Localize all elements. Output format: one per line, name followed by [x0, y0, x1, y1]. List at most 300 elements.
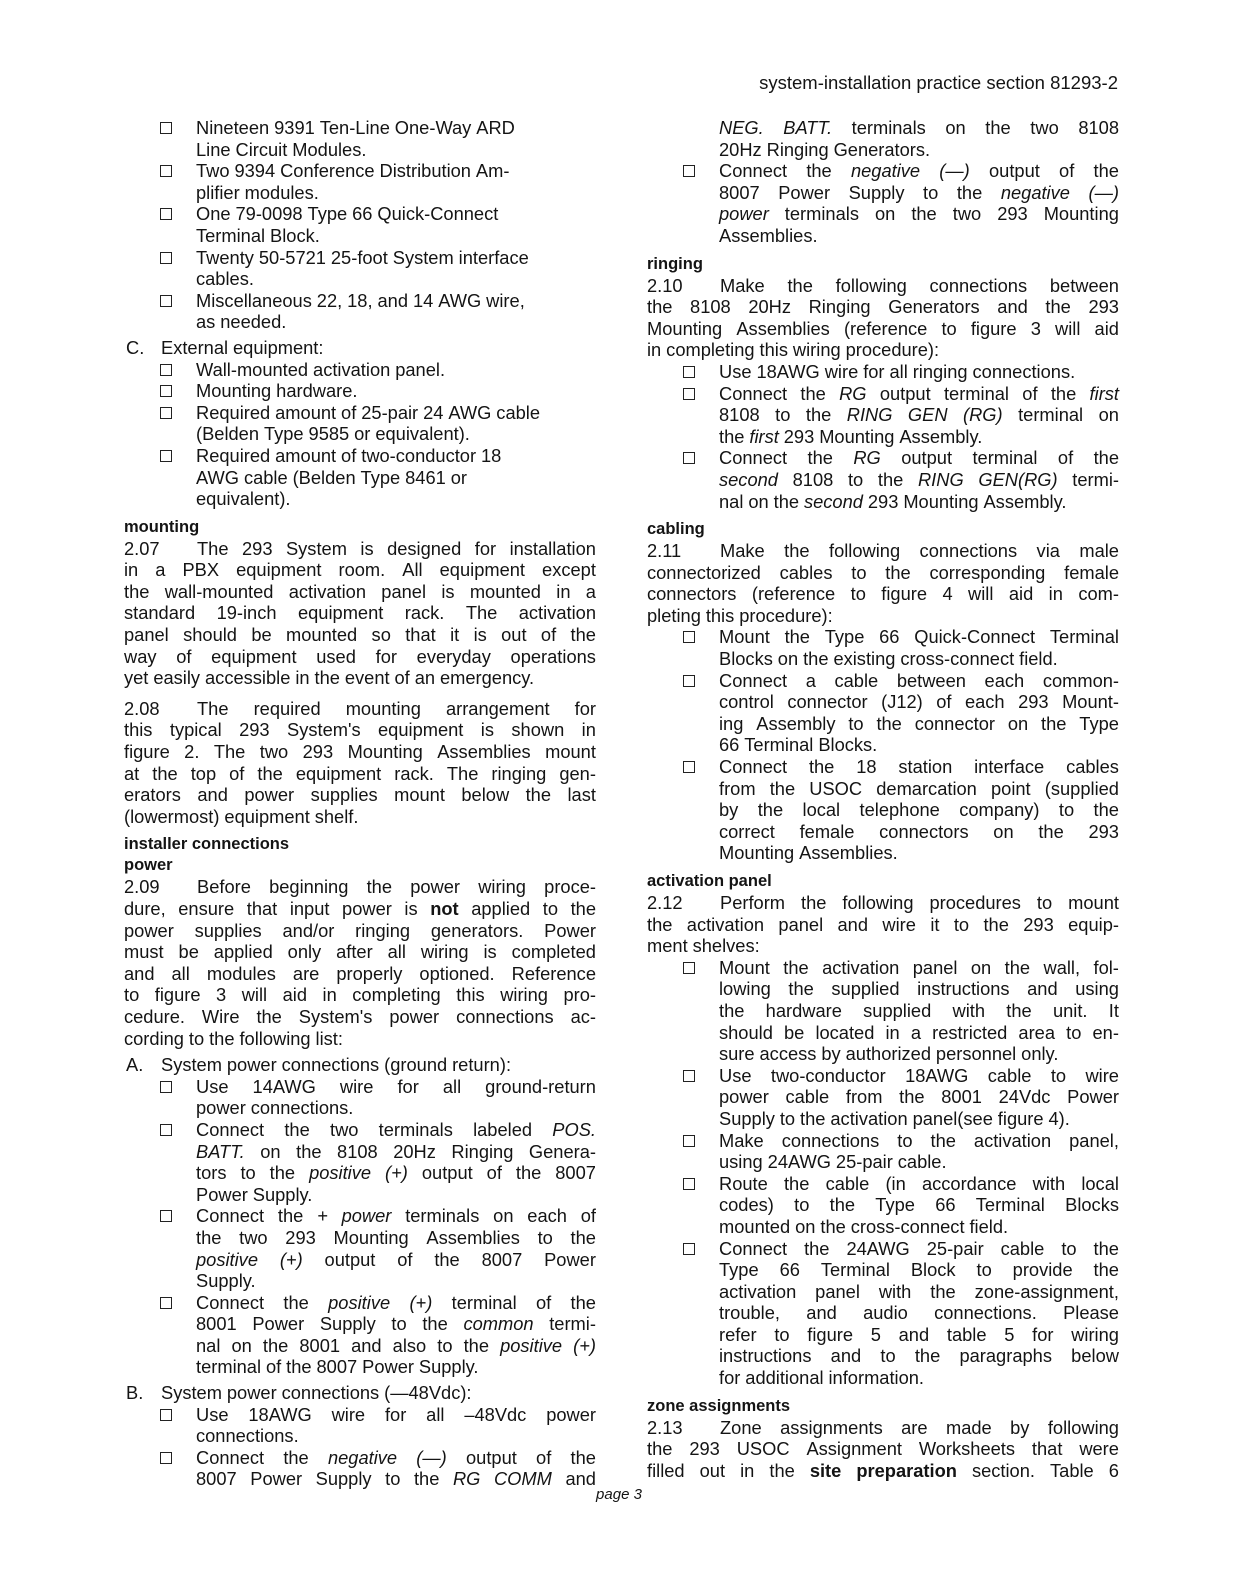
- text-line: [124, 898, 596, 920]
- text-run: the: [1041, 712, 1067, 734]
- checkbox-icon: [160, 1409, 172, 1421]
- text-line: [124, 763, 596, 785]
- text-run: on: [1098, 404, 1119, 426]
- text-line: [647, 1417, 1119, 1439]
- text-run: the: [1004, 956, 1031, 978]
- text-run: wiring: [1071, 1323, 1119, 1345]
- text-run: 5: [1004, 1323, 1015, 1345]
- text-run: on: [1007, 712, 1029, 734]
- text-run: ringing: [912, 360, 968, 382]
- checklist-item: [647, 626, 1119, 669]
- text-run: mount: [394, 784, 445, 806]
- text-run: to: [1058, 799, 1075, 821]
- section-heading: activation panel: [647, 872, 772, 890]
- text-run: the: [283, 1291, 309, 1313]
- text-run: 25-pair: [361, 401, 419, 423]
- text-run: the: [1045, 296, 1071, 318]
- text-run: from: [719, 777, 756, 799]
- text-run: zone-assignment,: [974, 1280, 1119, 1302]
- text-run: 3: [216, 984, 227, 1006]
- text-run: female: [799, 820, 855, 842]
- text-run: 8461: [405, 466, 446, 488]
- text-run: and: [197, 784, 228, 806]
- text-run: negative: [850, 160, 921, 182]
- checklist-item: [124, 1447, 596, 1490]
- text-run: 8007: [316, 1356, 358, 1378]
- text-run: 24: [423, 401, 444, 423]
- text-run: authorized: [845, 1043, 931, 1065]
- text-run: Type: [719, 1259, 759, 1281]
- text-line: [719, 1000, 1119, 1022]
- text-run: a: [585, 580, 596, 602]
- text-run: to: [124, 984, 140, 1006]
- text-run: telephone: [859, 799, 940, 821]
- text-run: 8108: [1078, 117, 1119, 138]
- text-run: the: [808, 756, 835, 778]
- text-run: the: [257, 762, 283, 784]
- text-run: personnel: [935, 1043, 1017, 1065]
- text-run: 2.: [184, 741, 200, 763]
- text-run: on: [260, 1140, 281, 1162]
- text-line: [719, 469, 1119, 491]
- text-run: were: [1079, 1438, 1119, 1460]
- text-run: It: [1108, 999, 1119, 1021]
- text-run: cedure.: [124, 1005, 185, 1027]
- text-run: 293: [997, 203, 1028, 225]
- text-run: last: [567, 784, 596, 806]
- text-run: Mounting: [347, 741, 423, 763]
- text-run: operations: [510, 645, 596, 667]
- text-run: cable: [1000, 1237, 1045, 1259]
- text-run: of: [265, 1356, 282, 1378]
- text-line: [196, 203, 596, 225]
- text-run: each: [984, 669, 1025, 691]
- text-run: two-conductor: [361, 444, 477, 466]
- text-run: will: [241, 984, 268, 1006]
- text-run: mount: [545, 741, 596, 763]
- text-run: wire: [1085, 1064, 1119, 1086]
- text-run: completed: [511, 941, 596, 963]
- checklist-item: [124, 380, 596, 402]
- text-run: Conference: [280, 160, 375, 182]
- text-run: Quick-Connect: [377, 203, 499, 225]
- text-run: cross-connect: [900, 648, 1015, 670]
- text-run: Blocks: [719, 648, 773, 670]
- text-run: the: [877, 468, 904, 490]
- text-run: Block.: [270, 224, 320, 246]
- text-run: of: [536, 1446, 552, 1468]
- text-run: Route: [719, 1172, 768, 1194]
- text-run: Mounting: [196, 380, 272, 402]
- text-run: 293: [783, 425, 815, 447]
- text-run: the: [1093, 1259, 1119, 1281]
- text-run: to: [188, 1027, 205, 1049]
- checklist-item: [647, 447, 1119, 512]
- text-run: two: [952, 203, 982, 225]
- text-run: panel: [381, 580, 427, 602]
- text-run: supplies: [194, 919, 262, 941]
- text-run: Type: [360, 466, 401, 488]
- text-run: ARD: [476, 117, 515, 138]
- text-run: the: [806, 160, 832, 182]
- text-run: the: [570, 624, 596, 646]
- text-run: BATT.: [196, 1140, 245, 1162]
- text-run: Terminal: [975, 1194, 1045, 1216]
- text-run: following: [1047, 1416, 1119, 1438]
- text-run: generators.: [430, 919, 524, 941]
- text-run: positive: [500, 1334, 563, 1356]
- text-run: procedure):: [739, 604, 833, 626]
- text-run: ac-: [570, 1005, 596, 1027]
- item-letter: A.: [126, 1054, 144, 1076]
- text-run: to: [437, 1334, 453, 1356]
- text-run: PBX: [182, 559, 220, 581]
- checklist-item: [124, 1076, 596, 1119]
- text-run: Line: [196, 138, 231, 160]
- checkbox-icon: [683, 1135, 695, 1147]
- text-run: applied: [213, 941, 273, 963]
- text-run: the: [570, 1226, 596, 1248]
- text-run: All: [402, 559, 423, 581]
- text-run: the: [804, 1237, 830, 1259]
- text-run: 50-5721: [258, 246, 326, 268]
- text-run: (—): [939, 160, 970, 182]
- text-run: below: [1071, 1345, 1119, 1367]
- text-run: wire,: [486, 289, 525, 311]
- text-run: panel: [815, 1280, 860, 1302]
- text-run: the: [985, 117, 1011, 138]
- text-run: all: [426, 1403, 445, 1425]
- text-run: Type: [824, 626, 865, 648]
- text-run: connections: [281, 1054, 380, 1076]
- text-run: connector: [914, 712, 995, 734]
- text-run: 4: [942, 583, 953, 605]
- text-run: Wire: [201, 1005, 240, 1027]
- text-run: modules: [206, 962, 276, 984]
- text-run: is: [483, 941, 497, 963]
- text-run: panel: [912, 956, 958, 978]
- text-run: all: [171, 962, 190, 984]
- text-run: proce-: [544, 876, 596, 898]
- text-run: 8108: [719, 404, 760, 426]
- text-run: The: [465, 602, 498, 624]
- text-run: required: [253, 697, 321, 719]
- text-run: Ringing: [766, 138, 829, 160]
- text-line: [124, 963, 596, 985]
- text-run: Worksheets: [918, 1438, 1016, 1460]
- text-line: [719, 182, 1119, 204]
- text-run: and/or: [282, 919, 335, 941]
- text-run: the: [124, 580, 150, 602]
- text-run: nal: [196, 1334, 221, 1356]
- text-run: equipment: [224, 805, 310, 827]
- checkbox-icon: [683, 962, 695, 974]
- text-run: instructions: [719, 1345, 812, 1367]
- text-run: (—): [416, 1446, 447, 1468]
- text-run: panel: [124, 624, 169, 646]
- text-run: The: [446, 762, 479, 784]
- text-run: Blocks.: [818, 734, 878, 756]
- text-run: modules.: [244, 181, 319, 203]
- text-run: nal: [719, 490, 744, 512]
- text-run: BATT.: [783, 117, 833, 138]
- text-run: second: [803, 490, 863, 512]
- text-line: [196, 1076, 596, 1098]
- text-run: Two: [196, 160, 230, 182]
- text-run: cable: [825, 1172, 870, 1194]
- text-run: and: [124, 962, 155, 984]
- text-run: or: [450, 466, 467, 488]
- text-line: [719, 1173, 1119, 1195]
- checkbox-icon: [683, 452, 695, 464]
- text-run: control: [719, 691, 774, 713]
- text-run: activation: [973, 1129, 1052, 1151]
- text-run: to: [779, 1107, 796, 1129]
- text-line: [124, 1006, 596, 1028]
- page-number: page 3: [596, 1486, 642, 1503]
- text-run: Terminal: [1049, 626, 1119, 648]
- text-run: ment: [647, 935, 688, 957]
- text-run: activation: [822, 956, 900, 978]
- text-run: be: [783, 1021, 805, 1043]
- text-run: 9585: [308, 423, 350, 445]
- text-run: the: [283, 1446, 309, 1468]
- text-run: using: [1075, 978, 1119, 1000]
- text-line: [719, 1345, 1119, 1367]
- text-run: following: [828, 540, 901, 562]
- text-run: and: [377, 289, 409, 311]
- text-run: Zone: [720, 1416, 762, 1438]
- text-run: Use: [196, 1075, 229, 1097]
- text-line: [196, 247, 596, 269]
- text-run: by: [1010, 1416, 1030, 1438]
- text-run: mounting: [345, 697, 421, 719]
- text-run: it: [450, 624, 460, 646]
- text-line: [719, 1151, 1119, 1173]
- text-line: [196, 268, 596, 290]
- text-run: the: [647, 1438, 673, 1460]
- text-run: common-: [1042, 669, 1119, 691]
- paragraph-number: 2.12: [647, 892, 683, 913]
- text-run: Assemblies: [736, 317, 830, 339]
- checkbox-icon: [683, 631, 695, 643]
- text-run: the: [800, 382, 826, 404]
- text-run: and: [806, 1302, 837, 1324]
- item-letter: B.: [126, 1382, 144, 1404]
- text-run: Perform: [720, 892, 786, 913]
- checklist-item: [647, 383, 1119, 448]
- text-line: [647, 914, 1119, 936]
- text-line: [719, 1216, 1119, 1238]
- text-run: 25-pair: [835, 1151, 893, 1173]
- checkbox-icon: [683, 761, 695, 773]
- text-run: terminal: [943, 382, 1009, 404]
- text-run: amount: [275, 444, 337, 466]
- text-run: two: [1030, 117, 1059, 138]
- text-run: Generators: [888, 296, 980, 318]
- text-run: the: [805, 404, 832, 426]
- text-run: 24Vdc: [998, 1086, 1051, 1108]
- text-line: [719, 1130, 1119, 1152]
- text-run: in: [322, 984, 337, 1006]
- section-heading: zone assignments: [647, 1396, 791, 1415]
- text-run: terminals: [784, 203, 859, 225]
- text-line: [719, 160, 1119, 182]
- text-run: connections: [456, 1005, 554, 1027]
- text-run: of: [394, 667, 410, 689]
- text-line: [719, 1065, 1119, 1087]
- running-header: system-installation practice section 81293-2: [759, 72, 1118, 93]
- text-run: power: [410, 876, 460, 898]
- text-run: only.: [1021, 1043, 1059, 1065]
- text-run: of: [936, 691, 952, 713]
- text-run: shelf.: [314, 805, 359, 827]
- text-run: power: [546, 1403, 596, 1425]
- text-run: –48Vdc: [464, 1403, 527, 1425]
- text-run: figure: [970, 317, 1017, 339]
- text-run: section.: [971, 1459, 1035, 1481]
- text-run: cables: [779, 561, 833, 583]
- text-run: the: [1038, 820, 1064, 842]
- checklist-item: [647, 756, 1119, 864]
- text-run: Make: [720, 274, 765, 296]
- text-run: as: [196, 311, 216, 333]
- text-run: procedure):: [845, 339, 940, 361]
- text-run: cable: [987, 1064, 1032, 1086]
- text-run: the: [525, 784, 552, 806]
- text-run: of: [229, 762, 245, 784]
- text-run: Assembly.: [983, 490, 1067, 512]
- text-run: following: [835, 274, 907, 296]
- text-run: the: [152, 762, 178, 784]
- text-run: so: [371, 624, 391, 646]
- text-run: connections.: [196, 1425, 299, 1447]
- text-line: [124, 876, 596, 898]
- text-line: [719, 978, 1119, 1000]
- text-run: 293: [239, 719, 270, 741]
- text-run: Make: [720, 540, 765, 562]
- text-run: on: [231, 1334, 252, 1356]
- text-run: 14AWG: [252, 1075, 316, 1097]
- text-run: with: [952, 999, 986, 1021]
- paragraph: [124, 538, 596, 689]
- text-run: 20Hz: [719, 138, 762, 160]
- text-run: procedures: [929, 892, 1021, 913]
- text-run: the: [829, 1194, 856, 1216]
- text-line: [719, 670, 1119, 692]
- text-run: of: [540, 624, 557, 646]
- text-run: output: [465, 1446, 517, 1468]
- text-run: activation: [518, 602, 596, 624]
- text-run: interface: [458, 246, 529, 268]
- text-run: positive: [196, 1248, 258, 1270]
- text-run: rack.: [404, 602, 445, 624]
- text-run: Terminal: [820, 1259, 890, 1281]
- text-run: power: [244, 784, 295, 806]
- text-run: for: [1032, 1323, 1054, 1345]
- text-run: and: [997, 296, 1028, 318]
- text-run: to: [537, 1226, 553, 1248]
- text-run: the: [196, 1226, 222, 1248]
- text-run: terminal: [972, 447, 1038, 469]
- text-run: the: [983, 913, 1009, 935]
- checkbox-icon: [683, 366, 695, 378]
- text-run: activation: [686, 913, 765, 935]
- text-run: that: [246, 898, 278, 919]
- text-run: Assignment: [806, 1438, 902, 1460]
- checklist-item: [124, 203, 596, 246]
- checklist-item: [647, 160, 1119, 246]
- text-run: way: [124, 645, 157, 667]
- text-run: 25-foot: [330, 246, 388, 268]
- text-run: 18AWG: [905, 1064, 969, 1086]
- text-run: 9394: [234, 160, 276, 182]
- text-run: aid: [1008, 583, 1034, 605]
- text-run: Type: [1079, 712, 1119, 734]
- text-run: provide: [1012, 1259, 1073, 1281]
- text-run: Reference: [511, 962, 596, 984]
- text-run: male: [1079, 540, 1119, 562]
- text-line: [196, 423, 596, 445]
- text-run: additional: [745, 1367, 824, 1389]
- text-run: the: [366, 876, 392, 898]
- text-run: table: [946, 1323, 987, 1345]
- text-line: [124, 920, 596, 942]
- text-line: [719, 1108, 1119, 1130]
- text-run: accessible: [205, 667, 291, 689]
- text-run: two: [259, 741, 289, 763]
- text-run: the: [914, 1345, 941, 1367]
- text-run: that: [1031, 1438, 1063, 1460]
- text-run: connections: [281, 1382, 380, 1404]
- paragraph: [124, 876, 596, 1049]
- text-run: 14: [412, 289, 434, 311]
- checklist-item: [647, 957, 1119, 1065]
- text-run: Before: [197, 876, 251, 898]
- text-run: of: [341, 401, 357, 423]
- text-run: Miscellaneous: [196, 289, 312, 311]
- text-run: positive: [328, 1291, 391, 1313]
- text-run: below: [461, 784, 510, 806]
- text-run: panel: [778, 913, 824, 935]
- text-run: power: [719, 1086, 769, 1108]
- text-run: Modules.: [292, 138, 367, 160]
- text-run: local: [802, 799, 841, 821]
- text-run: of: [535, 1291, 552, 1313]
- text-run: area: [1018, 1021, 1056, 1043]
- text-line: [196, 1227, 596, 1249]
- text-run: easily: [153, 667, 201, 689]
- text-run: 18AWG: [248, 1403, 312, 1425]
- text-run: first: [1089, 382, 1119, 404]
- text-run: by: [821, 1043, 841, 1065]
- text-run: in: [581, 719, 596, 741]
- text-run: 8007: [719, 181, 760, 203]
- text-run: used: [316, 645, 356, 667]
- text-run: two-conductor: [770, 1064, 886, 1086]
- text-run: wiring: [792, 339, 841, 361]
- text-run: 3: [1030, 317, 1041, 339]
- text-run: wiring: [500, 984, 548, 1006]
- text-run: Circuit: [235, 138, 288, 160]
- text-line: [647, 296, 1119, 318]
- text-run: by: [719, 799, 739, 821]
- text-line: [196, 311, 596, 333]
- text-run: termi-: [549, 1313, 596, 1335]
- text-run: refer: [719, 1323, 757, 1345]
- text-run: is: [360, 537, 374, 559]
- text-run: the: [788, 978, 814, 1000]
